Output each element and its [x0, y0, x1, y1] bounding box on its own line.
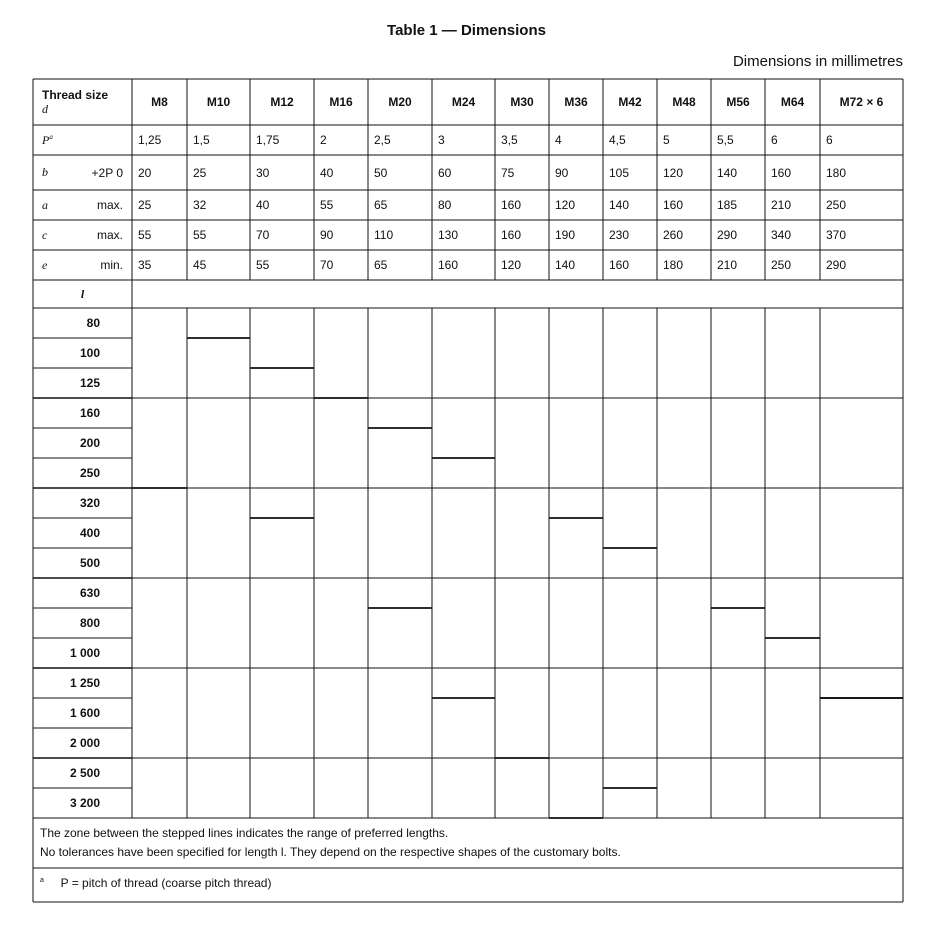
row-symbol: $P^a$ — [42, 132, 53, 147]
value-cell: 20 — [138, 165, 152, 180]
length-value: 125 — [79, 376, 100, 390]
value-cell: 160 — [771, 165, 792, 180]
thread-size-header: M56 — [726, 95, 750, 109]
table-title: Table 1 — Dimensions — [387, 22, 546, 39]
thread-size-header: M36 — [564, 95, 588, 109]
row-qualifier: max. — [96, 198, 123, 212]
corner-header-symbol: d — [42, 101, 48, 116]
value-cell: 4,5 — [609, 133, 626, 147]
thread-size-header: M16 — [329, 95, 353, 109]
row-symbol: a — [42, 197, 48, 212]
value-cell: 130 — [438, 228, 459, 242]
value-cell: 5 — [663, 133, 670, 147]
footnote — [40, 876, 271, 890]
value-cell: 105 — [609, 165, 630, 180]
value-cell: 160 — [501, 228, 522, 242]
value-cell: 210 — [717, 258, 738, 272]
value-cell: 340 — [771, 228, 792, 242]
value-cell: 5,5 — [717, 133, 734, 147]
value-cell: 65 — [374, 198, 388, 212]
row-symbol: b — [42, 165, 48, 179]
value-cell: 290 — [717, 228, 738, 242]
row-qualifier: max. — [96, 228, 123, 242]
length-value: 1 000 — [69, 646, 100, 660]
value-cell: 180 — [663, 258, 684, 272]
value-cell: 55 — [193, 228, 207, 242]
value-cell: 250 — [826, 198, 847, 212]
value-cell: 3 — [438, 133, 445, 147]
thread-size-header: M20 — [388, 95, 412, 109]
note-line-2: No tolerances have been specified for length l. They depend on the respective shapes of the customary bolts. — [40, 845, 621, 859]
corner-header-text: Thread size — [42, 87, 109, 102]
value-cell: 190 — [555, 228, 576, 242]
row-symbol: e — [42, 257, 48, 272]
row-symbol: c — [42, 227, 48, 242]
length-value: 2 500 — [69, 766, 100, 780]
value-cell: 160 — [663, 198, 684, 212]
thread-size-header: M48 — [672, 95, 696, 109]
value-cell: 1,5 — [193, 133, 210, 147]
length-value: 250 — [79, 466, 100, 480]
note-line-1: The zone between the stepped lines indicates the range of preferred lengths. — [40, 826, 449, 840]
dimensions-note: Dimensions in millimetres — [732, 53, 903, 70]
thread-size-header: M64 — [780, 95, 805, 109]
value-cell: 90 — [320, 228, 334, 242]
length-value: 1 250 — [69, 676, 100, 690]
thread-size-header: M24 — [451, 95, 476, 109]
length-value: 200 — [79, 436, 100, 450]
value-cell: 160 — [501, 198, 522, 212]
length-header: l — [80, 286, 85, 301]
row-label — [33, 190, 132, 220]
value-cell: 4 — [555, 133, 562, 147]
value-cell: 6 — [826, 133, 833, 147]
row-sup: a — [49, 132, 53, 141]
value-cell: 3,5 — [501, 133, 518, 147]
value-cell: 60 — [438, 165, 452, 180]
thread-size-header: M42 — [618, 95, 642, 109]
length-value: 80 — [86, 316, 100, 330]
length-value: 400 — [79, 526, 100, 540]
value-cell: 35 — [138, 258, 152, 272]
length-value: 160 — [79, 406, 100, 420]
value-cell: 1,75 — [256, 133, 280, 147]
value-cell: 65 — [374, 258, 388, 272]
length-value: 3 200 — [69, 796, 100, 810]
length-value: 320 — [79, 496, 100, 510]
row-label — [33, 155, 132, 190]
value-cell: 2 — [320, 133, 327, 147]
row-qualifier: min. — [100, 258, 123, 272]
value-cell: 120 — [555, 198, 576, 212]
value-cell: 6 — [771, 133, 778, 147]
thread-size-header: M72 × 6 — [839, 95, 884, 109]
value-cell: 25 — [193, 165, 207, 180]
value-cell: 80 — [438, 198, 452, 212]
thread-size-header: M12 — [270, 95, 294, 109]
thread-size-header: M10 — [206, 95, 231, 109]
length-value: 2 000 — [69, 736, 100, 750]
value-cell: 45 — [193, 258, 207, 272]
value-cell: 70 — [320, 258, 334, 272]
value-cell: 25 — [138, 198, 152, 212]
value-cell: 55 — [256, 258, 270, 272]
value-cell: 55 — [320, 198, 334, 212]
length-value: 500 — [79, 556, 100, 570]
value-cell: 210 — [771, 198, 792, 212]
value-cell: 40 — [256, 198, 270, 212]
value-cell: 1,25 — [138, 133, 162, 147]
length-value: 630 — [79, 586, 100, 600]
value-cell: 55 — [138, 228, 152, 242]
thread-size-header: M8 — [151, 95, 168, 109]
length-value: 800 — [79, 616, 100, 630]
value-cell: 250 — [771, 258, 792, 272]
value-cell: 2,5 — [374, 133, 391, 147]
corner-header — [33, 79, 132, 125]
value-cell: 75 — [501, 165, 515, 180]
value-cell: 160 — [609, 258, 630, 272]
value-cell: 32 — [193, 198, 207, 212]
value-cell: 110 — [374, 228, 394, 242]
row-label — [33, 220, 132, 250]
value-cell: 30 — [256, 165, 270, 180]
value-cell: 185 — [717, 198, 738, 212]
value-cell: 230 — [609, 228, 630, 242]
value-cell: 370 — [826, 228, 847, 242]
value-cell: 140 — [717, 165, 738, 180]
length-value: 100 — [79, 346, 100, 360]
value-cell: 120 — [501, 258, 522, 272]
value-cell: 140 — [609, 198, 630, 212]
value-cell: 160 — [438, 258, 459, 272]
row-label — [33, 125, 132, 155]
value-cell: 290 — [826, 258, 847, 272]
footnote-text: P = pitch of thread (coarse pitch thread) — [60, 876, 272, 890]
value-cell: 50 — [374, 165, 388, 180]
thread-size-header: M30 — [510, 95, 534, 109]
value-cell: 260 — [663, 228, 684, 242]
footnote-marker: a — [40, 877, 44, 884]
length-value: 1 600 — [69, 706, 100, 720]
value-cell: 40 — [320, 165, 334, 180]
value-cell: 140 — [555, 258, 576, 272]
row-label — [33, 250, 132, 280]
value-cell: 90 — [555, 165, 569, 180]
row-qualifier: +2P 0 — [91, 165, 123, 180]
value-cell: 70 — [256, 228, 270, 242]
value-cell: 180 — [826, 165, 847, 180]
value-cell: 120 — [663, 165, 684, 180]
